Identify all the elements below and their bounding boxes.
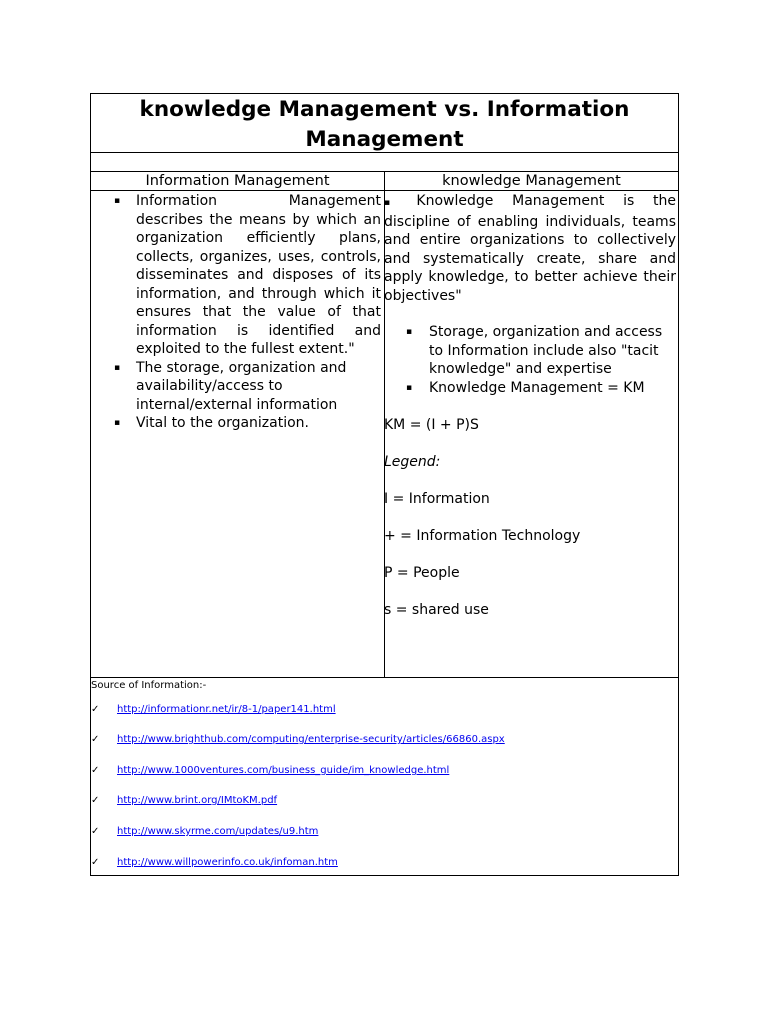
checkmark-icon: ✓ bbox=[91, 704, 100, 715]
checkmark-icon: ✓ bbox=[91, 765, 100, 776]
document-table bbox=[90, 93, 679, 876]
list-item bbox=[91, 192, 384, 359]
km-formula: KM = (I + P)S bbox=[384, 416, 479, 433]
list-item-text: Information Management describes the means by which an organization efficiently plans, collects, organizes, uses, controls, disseminates and disposes of its information, and through which it ensures that the value of that information is identified and exploited to the fullest extent." bbox=[136, 193, 381, 357]
knowledge-management-column bbox=[384, 192, 677, 619]
list-item-text: The storage, organization and availability/access to internal/external information bbox=[136, 359, 347, 413]
list-item bbox=[91, 359, 384, 415]
source-link[interactable]: http://www.brint.org/IMtoKM.pdf bbox=[117, 795, 278, 806]
km-definition-text: Knowledge Management is the discipline of enabling individuals, teams and entire organizations to collectively and systematically create, share and apply knowledge, to better achieve their objectives" bbox=[384, 193, 676, 304]
km-definition bbox=[384, 192, 677, 305]
source-link[interactable]: http://www.willpowerinfo.co.uk/infoman.htm bbox=[117, 857, 338, 868]
im-bullet-list bbox=[91, 192, 384, 433]
header-information-management: Information Management bbox=[145, 173, 330, 189]
table-row-divider bbox=[91, 677, 678, 678]
list-item-text: Storage, organization and access to Information include also "tacit knowledge" and expertise bbox=[429, 324, 663, 377]
legend-item: I = Information bbox=[384, 490, 490, 507]
list-item bbox=[91, 414, 384, 433]
checkmark-icon: ✓ bbox=[91, 734, 100, 745]
square-bullet-icon: ▪ bbox=[114, 418, 121, 428]
header-knowledge-management: knowledge Management bbox=[442, 173, 621, 189]
source-link[interactable]: http://www.skyrme.com/updates/u9.htm bbox=[117, 826, 319, 837]
square-bullet-icon: ▪ bbox=[406, 327, 413, 337]
legend-item: P = People bbox=[384, 564, 460, 581]
list-item-text: Vital to the organization. bbox=[136, 415, 309, 431]
legend-label: Legend: bbox=[384, 453, 441, 470]
checkmark-icon: ✓ bbox=[91, 795, 100, 806]
blank-row bbox=[91, 153, 678, 172]
sources-label: Source of Information:- bbox=[91, 680, 207, 691]
source-link[interactable]: http://www.1000ventures.com/business_guide/im_knowledge.html bbox=[117, 765, 450, 776]
square-bullet-icon: ▪ bbox=[384, 198, 405, 208]
source-link[interactable]: http://www.brighthub.com/computing/enterprise-security/articles/66860.aspx bbox=[117, 734, 505, 745]
square-bullet-icon: ▪ bbox=[114, 196, 121, 206]
information-management-column bbox=[91, 192, 384, 433]
square-bullet-icon: ▪ bbox=[114, 362, 121, 373]
checkmark-icon: ✓ bbox=[91, 857, 100, 868]
title-line-1: knowledge Management vs. Information bbox=[139, 97, 630, 122]
legend-item: + = Information Technology bbox=[384, 527, 581, 544]
list-item bbox=[384, 379, 677, 398]
title-cell bbox=[91, 94, 678, 153]
checkmark-icon: ✓ bbox=[91, 826, 100, 837]
list-item-text: Knowledge Management = KM bbox=[429, 379, 645, 396]
source-link[interactable]: http://informationr.net/ir/8-1/paper141.html bbox=[117, 704, 336, 715]
legend-item: s = shared use bbox=[384, 601, 489, 618]
list-item bbox=[384, 323, 677, 379]
km-bullet-list bbox=[384, 323, 677, 397]
title-line-2: Management bbox=[305, 127, 464, 152]
square-bullet-icon: ▪ bbox=[406, 382, 413, 393]
